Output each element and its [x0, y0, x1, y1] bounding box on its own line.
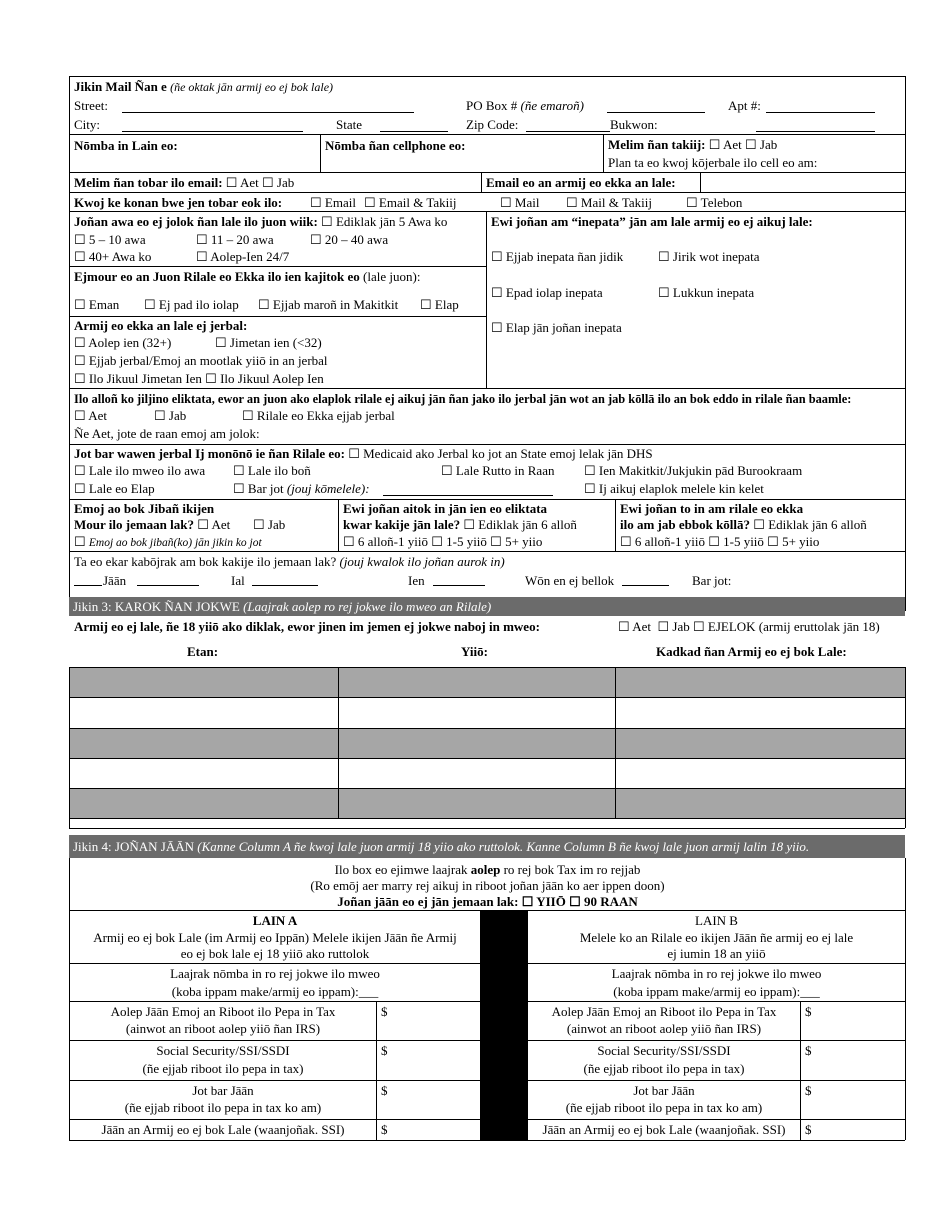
barrier-transport: Ial	[231, 573, 245, 588]
checkbox[interactable]: ☐	[744, 137, 757, 152]
table-row	[70, 668, 905, 697]
checkbox[interactable]: ☐	[569, 894, 581, 909]
email-consent: Melim ñan tobar ilo email: ☐ Aet ☐ Jab	[74, 175, 295, 190]
stress-opt-little[interactable]: ☐ Jirik wot inepata	[658, 249, 760, 264]
checkbox[interactable]: ☐	[205, 371, 217, 386]
last-break-title: Ewi joñan aitok in jān ien eo eliktata	[343, 501, 548, 516]
hours-opt-5-10[interactable]: ☐ 5 – 10 awa	[74, 232, 146, 247]
support-other-input[interactable]	[383, 480, 553, 496]
stress-opt-none[interactable]: ☐ Ejjab inepata ñan jidik	[491, 249, 624, 264]
checkbox[interactable]: ☐	[708, 137, 721, 152]
col-name-header: Etan:	[187, 644, 219, 659]
contact-opt-mail[interactable]: ☐ Mail	[500, 195, 540, 210]
missed-opt-no[interactable]: ☐ Jab	[154, 408, 187, 423]
stress-opt-extreme[interactable]: ☐ Elap jān joñan inepata	[491, 320, 622, 335]
phone-line-label: Nōmba in Lain eo:	[74, 138, 178, 153]
col-a-desc-1: Armij eo ej bok Lale (im Armij eo Ippān) Melele ikijen Jāān ñe Armij	[93, 930, 457, 945]
col-a-taxable-amount[interactable]: $	[381, 1004, 388, 1019]
checkbox[interactable]: ☐	[348, 446, 360, 461]
col-a-other-income: Jot bar Jāān	[192, 1083, 254, 1098]
support-opt-daycare[interactable]: ☐ Lale Rutto in Raan	[441, 463, 555, 478]
col-b-ssi-note: (ñe ejjab riboot ilo pepa in tax)	[583, 1061, 745, 1076]
health-opt-severe[interactable]: ☐ Elap	[420, 297, 459, 312]
support-opt-respite[interactable]: ☐ Lale eo Elap	[74, 481, 155, 496]
col-b-desc-2: ej iumin 18 an yiiō	[667, 946, 766, 961]
checkbox[interactable]: ☐	[708, 534, 720, 549]
col-b-household-count: Laajrak nōmba in ro rej jokwe ilo mweo	[611, 966, 822, 981]
health-opt-hospital[interactable]: ☐ Ej pad ilo iolap	[144, 297, 239, 312]
col-a-taxable-income-note: (ainwot an riboot aolep yiiō ñan IRS)	[125, 1021, 321, 1036]
col-b-care-recipient-income: Jāān an Armij eo ej bok Lale (waanjoñak. SSI)	[542, 1122, 786, 1137]
hours-opt-20-40[interactable]: ☐ 20 – 40 awa	[310, 232, 389, 247]
past-help-other: ☐ Emoj ao bok jibañ(ko) jān jikin ko jot	[74, 534, 262, 549]
col-b-household-count-note: (koba ippam make/armij eo ippam):___	[613, 984, 820, 999]
checkbox[interactable]: ☐	[431, 534, 443, 549]
col-a-desc-2: eo ej bok lale ej 18 yiiō ako ruttolok	[180, 946, 370, 961]
caregiver-duration-opts: ☐ 6 alloñ-1 yiiō ☐ 1-5 yiiō ☐ 5+ yiio	[620, 534, 820, 549]
col-b-other-amount[interactable]: $	[805, 1083, 812, 1098]
col-a-other-amount[interactable]: $	[381, 1083, 388, 1098]
table-row	[70, 729, 905, 758]
pobox-label: PO Box # (ñe emaroñ)	[466, 98, 584, 113]
missed-opt-yes[interactable]: ☐ Aet	[74, 408, 107, 423]
col-b-title: LAIN B	[695, 913, 738, 928]
col-relationship-header: Kadkad ñan Armij eo ej bok Lale:	[656, 644, 847, 659]
checkbox[interactable]: ☐	[253, 517, 265, 532]
work-opt-none[interactable]: ☐ Ejjab jerbal/Emoj an mootlak yiiō in an jerbal	[74, 353, 328, 368]
col-a-ssi-amount[interactable]: $	[381, 1043, 388, 1058]
col-a-taxable-income: Aolep Jāān Emoj an Riboot ilo Pepa in Tax	[110, 1004, 336, 1019]
street-input[interactable]	[122, 97, 414, 113]
hours-opt-11-20[interactable]: ☐ 11 – 20 awa	[196, 232, 274, 247]
work-opt-parttime[interactable]: ☐ Jimetan ien (<32)	[215, 335, 322, 350]
health-question: Ejmour eo an Juon Rilale eo Ekka ilo ien kajitok eo (lale juon):	[74, 269, 421, 284]
col-a-other-income-note: (ñe ejjab riboot ilo pepa in tax ko am)	[124, 1100, 322, 1115]
contact-preference: Kwoj ke konan bwe jen tobar eok ilo:	[74, 195, 283, 210]
checkbox[interactable]: ☐	[321, 214, 333, 229]
zip-label: Zip Code:	[466, 117, 519, 132]
col-b-care-recipient-amount[interactable]: $	[805, 1122, 812, 1137]
missed-work-question: Ilo alloñ ko jiljino eliktata, ewor an juon ako elaplok rilale ej aikuj jān ñan jako ilo jerbal jān wot an jab kōllā ilo an bok eddo in rilale ñan baamle:	[74, 392, 852, 406]
checkbox[interactable]: ☐	[618, 619, 630, 634]
col-b-desc-1: Melele ko an Rilale eo ikijen Jāān ñe armij eo ej lale	[579, 930, 854, 945]
street-label: Street:	[74, 98, 108, 113]
city-label: City:	[74, 117, 101, 132]
support-opt-program[interactable]: ☐ Ien Makitkit/Jukjukin pād Burookraam	[584, 463, 803, 478]
state-input[interactable]	[380, 116, 448, 132]
col-a-ssi: Social Security/SSI/SSDI	[156, 1043, 290, 1058]
checkbox[interactable]: ☐	[74, 534, 86, 549]
support-opt-night[interactable]: ☐ Lale ilo boñ	[233, 463, 311, 478]
parents-question: Armij eo ej lale, ñe 18 yiiō ako diklak, ewor jinen im jemen ej jokwe naboj in mweo:	[74, 619, 540, 634]
stress-opt-very[interactable]: ☐ Lukkun inepata	[658, 285, 755, 300]
stress-question: Ewi joñan am “inepata” jān am lale armij eo ej aikuj lale:	[491, 214, 813, 229]
section4-header: Jikin 4: JOÑAN JĀĀN (Kanne Column A ñe kwoj lale juon armij 18 yiio ako ruttolok. Kanne Column B ñe kwoj lale juon armij lalin 18 yiio.	[69, 835, 905, 858]
barrier-who: Wōn en ej bellok	[525, 573, 615, 588]
section3-header: Jikin 3: KAROK ÑAN JOKWE (Laajrak aolep ro rej jokwe ilo mweo an Rilale)	[69, 597, 905, 616]
past-help-question: Mour ilo jemaan lak? ☐ Aet ☐ Jab	[74, 517, 286, 532]
checkbox[interactable]: ☐	[74, 371, 86, 386]
missed-opt-notworking[interactable]: ☐ Rilale eo Ekka ejjab jerbal	[242, 408, 395, 423]
checkbox[interactable]: ☐	[463, 517, 476, 532]
col-a-title: LAIN A	[252, 913, 298, 928]
col-b-taxable-income: Aolep Jāān Emoj an Riboot ilo Pepa in Tax	[551, 1004, 777, 1019]
missed-followup: Ñe Aet, jote de raan emoj am jolok:	[74, 426, 260, 441]
text-consent: Melim ñan takiij: ☐ Aet ☐ Jab	[608, 137, 778, 152]
work-opt-school: ☐ Ilo Jikuul Jimetan Ien ☐ Ilo Jikuul Aolep Ien	[74, 371, 324, 386]
col-a-care-recipient-income: Jāān an Armij eo ej bok Lale (waanjoñak. SSI)	[101, 1122, 345, 1137]
checkbox[interactable]: ☐	[343, 534, 355, 549]
bukwon-label: Bukwon:	[610, 117, 658, 132]
last-break-opts: ☐ 6 alloñ-1 yiiō ☐ 1-5 yiiō ☐ 5+ yiio	[343, 534, 543, 549]
support-opt-other[interactable]: ☐ Bar jot (jouj kōmelele):	[233, 481, 370, 496]
col-b-ssi: Social Security/SSI/SSDI	[597, 1043, 731, 1058]
health-opt-good[interactable]: ☐ Eman	[74, 297, 120, 312]
work-opt-fulltime[interactable]: ☐ Aolep ien (32+)	[74, 335, 172, 350]
support-question: Jot bar wawen jerbal Ij monōnō ie ñan Rilale eo: ☐ Medicaid ako Jerbal ko jot an State emoj lelak jān DHS	[74, 446, 653, 461]
checkbox[interactable]: ☐	[753, 517, 765, 532]
col-b-other-income: Jot bar Jāān	[633, 1083, 695, 1098]
income-married-note: (Ro emōj aer marry rej aikuj in riboot joñan jāān ko aer ippen doon)	[310, 878, 665, 893]
barrier-other: Bar jot:	[692, 573, 732, 588]
col-a-care-recipient-amount[interactable]: $	[381, 1122, 388, 1137]
checkbox[interactable]: ☐	[225, 175, 238, 190]
checkbox[interactable]: ☐	[692, 619, 705, 634]
col-age-header: Yiiō:	[461, 644, 488, 659]
income-period: Joñan jāān eo ej jān jemaan lak: ☐ YIIŌ ☐ 90 RAAN	[337, 894, 638, 909]
col-b-other-income-note: (ñe ejjab riboot ilo pepa in tax ko am)	[565, 1100, 763, 1115]
col-a-household-count: Laajrak nōmba in ro rej jokwe ilo mweo	[170, 966, 380, 981]
barrier-question: Ta eo ekar kabōjrak am bok kakije ilo jemaan lak? (jouj kwalok ilo joñan aurok in)	[74, 554, 505, 569]
checkbox[interactable]: ☐	[657, 619, 670, 634]
column-separator	[480, 910, 528, 1140]
state-label: State	[336, 117, 362, 132]
past-help-title: Emoj ao bok Jibañ ikijen	[74, 501, 215, 516]
last-break-question: kwar kakije jān lale? ☐ Ediklak jān 6 alloñ	[343, 517, 577, 532]
checkbox[interactable]: ☐	[490, 534, 502, 549]
income-instructions: Ilo box eo ejimwe laajrak aolep ro rej bok Tax im ro rejjab	[334, 862, 641, 877]
contact-opt-phone[interactable]: ☐ Telebon	[686, 195, 743, 210]
pobox-input[interactable]	[607, 97, 705, 113]
checkbox[interactable]: ☐	[262, 175, 274, 190]
support-opt-inhome[interactable]: ☐ Lale ilo mweo ilo awa	[74, 463, 206, 478]
table-row	[70, 789, 905, 818]
cellphone-label: Nōmba ñan cellphone eo:	[325, 138, 466, 153]
checkbox[interactable]: ☐	[767, 534, 779, 549]
email-address-label: Email eo an armij eo ekka an lale:	[486, 175, 676, 190]
col-a-household-count-note: (koba ippam make/armij eo ippam):___	[171, 984, 379, 999]
col-a-ssi-note: (ñe ejjab riboot ilo pepa in tax)	[142, 1061, 304, 1076]
work-question: Armij eo ekka an lale ej jerbal:	[74, 318, 248, 333]
bukwon-input[interactable]	[756, 116, 875, 132]
checkbox[interactable]: ☐	[521, 894, 534, 909]
zip-input[interactable]	[526, 116, 610, 132]
caregiver-duration-question: ilo am jab ebbok kōllā? ☐ Ediklak jān 6 alloñ	[620, 517, 867, 532]
checkbox[interactable]: ☐	[620, 534, 632, 549]
city-input[interactable]	[122, 116, 303, 132]
contact-opt-email-text[interactable]: ☐ Email & Takiij	[364, 195, 457, 210]
support-opt-info[interactable]: ☐ Ij aikuj elaplok melele kin kelet	[584, 481, 764, 496]
hours-opt-40plus[interactable]: ☐ 40+ Awa ko	[74, 249, 152, 264]
caregiver-duration-title: Ewi joñan to in am rilale eo ekka	[620, 501, 804, 516]
col-b-ssi-amount[interactable]: $	[805, 1043, 812, 1058]
apt-input[interactable]	[766, 97, 875, 113]
plan-text-label: Plan ta eo kwoj kōjerbale ilo cell eo am:	[608, 155, 818, 170]
hours-question: Joñan awa eo ej jolok ñan lale ilo juon wiik: ☐ Ediklak jān 5 Awa ko	[74, 214, 448, 229]
checkbox[interactable]: ☐	[197, 517, 209, 532]
contact-opt-email[interactable]: ☐ Email	[310, 195, 356, 210]
apt-label: Apt #:	[728, 98, 761, 113]
hours-opt-247[interactable]: ☐ Aolep-Ien 24/7	[196, 249, 290, 264]
barrier-money: Jāān	[103, 573, 127, 588]
stress-opt-moderate[interactable]: ☐ Epad iolap inepata	[491, 285, 603, 300]
col-b-taxable-income-note: (ainwot an riboot aolep yiiō ñan IRS)	[566, 1021, 762, 1036]
parents-opts: ☐ Aet ☐ Jab ☐ EJELOK (armij eruttolak jān 18)	[618, 619, 880, 634]
col-b-taxable-amount[interactable]: $	[805, 1004, 812, 1019]
barrier-time: Ien	[408, 573, 425, 588]
health-opt-immobile[interactable]: ☐ Ejjab maroñ in Makitkit	[258, 297, 399, 312]
mail-section-title: Jikin Mail Ñan e (ñe oktak jān armij eo ej bok lale)	[74, 79, 334, 94]
contact-opt-mail-text[interactable]: ☐ Mail & Takiij	[566, 195, 652, 210]
